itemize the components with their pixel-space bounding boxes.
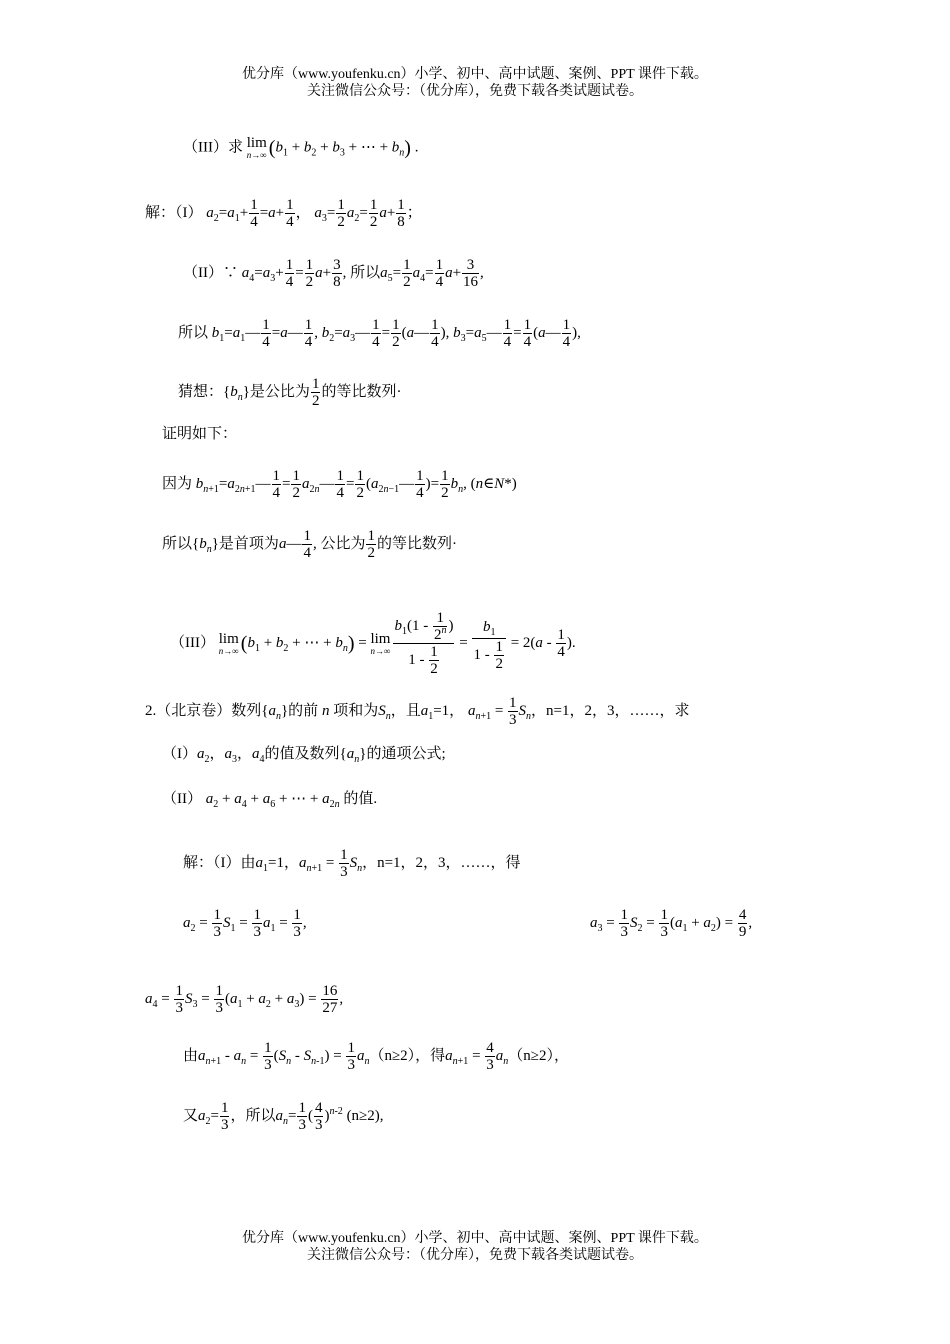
- so2-mid2: , 公比为: [312, 535, 366, 552]
- also-mid: ，所以: [230, 1107, 276, 1124]
- sol1-part2-line: （II）∵ $a_4=a_3+$ $\frac{1}{4}$ = $\frac{1}{2}$ a+ $\frac{3}{8}$ , 所以$a_5=$ $\frac{1}{2}$ $a_4=$ $\frac{1}{4}$ a+ $\frac{3}{16}$ ,: [183, 257, 484, 290]
- guess-mid: 是公比为: [249, 383, 310, 400]
- sol2-label: 解：（I）由: [183, 854, 256, 871]
- so-text-2: 所以: [178, 324, 209, 341]
- sol1-part1-line: 解：（I） $a_2=a_1+$ $\frac{1}{4}$ =a+ $\frac{1}{4}$ ， $a_3=$ $\frac{1}{2}$ $a_2=$ $\frac{1}{2}$ a+ $\frac{1}{8}$ ；: [145, 197, 422, 230]
- q1-part3-line: （III）求 lim n→∞ ($b_1 + b_2 + b_3$ + ⋯ + $b_n$) .: [183, 135, 419, 160]
- because-line: 因为 $b_{n+1}=a_{2n+1}—$ $\frac{1}{4}$ = $\frac{1}{2}$ $a_{2n}—$ $\frac{1}{4}$ = $\frac{1}{2}$ ($a_{2n-1}—$ $\frac{1}{4}$ )= $\frac{1}{2}$ $b_n$, (n∈N*): [162, 468, 517, 501]
- because-text: 因为: [162, 475, 193, 492]
- q2-intro: 2.（北京卷）数列: [145, 702, 262, 719]
- part3-limit-line: （III） lim n→∞ ($b_1 + b_2$ + ⋯ + $b_n) = \lim$ n→∞ $b_1(1$ - $\frac{1}{2^n}$ ) 1 - $\frac{1}{2}$ = $b_1$ 1 - $\frac{1}{2}$ = 2(a - $\frac{1}{4}$ ).: [170, 610, 576, 677]
- sol-label: 解：（I）: [145, 204, 203, 221]
- guess-end: 的等比数列·: [321, 383, 402, 400]
- q2-part1-text: 的值及数列: [264, 746, 340, 762]
- footer-line-1: 优分库（www.youfenku.cn）小学、初中、高中试题、案例、PPT 课件下载。: [242, 1231, 708, 1246]
- a2-formula: $a_2$ = $\frac{1}{3}$ $S_1$ = $\frac{1}{3}$ $a_1$ = $\frac{1}{3}$ ,: [183, 907, 307, 940]
- header-line-1: 优分库（www.youfenku.cn）小学、初中、高中试题、案例、PPT 课件下载。: [242, 67, 708, 82]
- so2-text: 所以: [162, 535, 193, 552]
- q2-mid3: ，且: [390, 702, 421, 719]
- q2-line: 2.（北京卷）数列$\{a_n\}$的前 n 项和为$S_n$，且$a_1=1$， $a_{n+1}$ = $\frac{1}{3}$ $S_n$，n=1，2，3，……，求: [145, 695, 690, 728]
- also-end: (n≥2),: [346, 1107, 384, 1124]
- proof-title: 证明如下：: [162, 426, 238, 442]
- ge2b-text: （n≥2），: [508, 1047, 570, 1064]
- sol2-tail: ，n=1，2，3，……，得: [362, 854, 521, 871]
- part3-label: （III）: [170, 634, 215, 651]
- a3-formula: $a_3$ = $\frac{1}{3}$ $S_2$ = $\frac{1}{3}$ $(a_1 + a_2)$ = $\frac{4}{9}$ ,: [590, 907, 753, 940]
- so2-line: 所以$\{b_n\}$是首项为a— $\frac{1}{4}$ , 公比为 $\frac{1}{2}$ 的等比数列·: [162, 528, 457, 561]
- q2-mid2: 项和为: [333, 702, 379, 719]
- q2-part1-line: $(I)a_2$，$a_3$，$a_4$的值及数列$\{a_n\}$的通项公式;: [162, 746, 446, 765]
- footer-line-2: 关注微信公众号：（优分库），免费下载各类试题试卷。: [307, 1248, 643, 1263]
- so2-mid: 是首项为: [218, 535, 279, 552]
- guess-text: 猜想：: [178, 383, 224, 400]
- ge2-text: （n≥2），得: [369, 1047, 446, 1064]
- q1-part3-label: （III）求: [183, 139, 243, 156]
- q2-part2-label: （II）: [162, 791, 202, 807]
- a4-formula: $a_4$ = $\frac{1}{3}$ $S_3$ = $\frac{1}{3}$ $(a_1 + a_2 + a_3)$ = $\frac{16}{27}$ ,: [145, 983, 344, 1016]
- recurrence-line: 由$a_{n+1} - a_n$ = $\frac{1}{3}$ $(S_n - S_{n-1})$ = $\frac{1}{3}$ $a_n(n\ge 2)$，得$a_{n+1}$ = $\frac{4}{3}$ $a_n(n\ge 2)$，: [183, 1040, 570, 1073]
- q2-mid: 的前: [288, 702, 319, 719]
- also-text: 又: [183, 1107, 199, 1124]
- guess-line: 猜想：$\{b_n\}$是公比为 $\frac{1}{2}$ 的等比数列·: [178, 376, 402, 409]
- part2-label: （II）∵: [183, 264, 238, 281]
- q2-part1-label: （I）: [162, 746, 197, 762]
- b-values-line: 所以 $b_1=a_1—$ $\frac{1}{4}$ =a— $\frac{1}{4}$ , $b_2=a_3—$ $\frac{1}{4}$ = $\frac{1}{2}$ (a— $\frac{1}{4}$ ), $b_3=a_5—$ $\frac{1}{4}$ = $\frac{1}{4}$ (a— $\frac{1}{4}$ ),: [178, 317, 581, 350]
- so2-end: 的等比数列·: [376, 535, 457, 552]
- q2-tail: ，n=1，2，3，……，求: [531, 702, 690, 719]
- from-text: 由: [183, 1047, 199, 1064]
- so-text: 所以: [350, 264, 381, 281]
- q2-part1-end: 的通项公式;: [366, 746, 446, 762]
- sol2-line: 解：（I）由$a_1=1$，$a_{n+1}$ = $\frac{1}{3}$ $S_n$，n=1，2，3，……，得: [183, 847, 521, 880]
- q2-part2-end: 的值.: [343, 791, 378, 807]
- q2-part2-line: （II） $a_2 + a_4 + a_6$ + ⋯ + $a_{2n}$ 的值.: [162, 791, 378, 810]
- also-line: 又$a_2=$ $\frac{1}{3}$ ，所以$a_n=$ $\frac{1}{3}$ ( $\frac{4}{3}$ )$^{n-2}$ (n≥2),: [183, 1100, 384, 1133]
- header-line-2: 关注微信公众号：（优分库），免费下载各类试题试卷。: [307, 84, 643, 99]
